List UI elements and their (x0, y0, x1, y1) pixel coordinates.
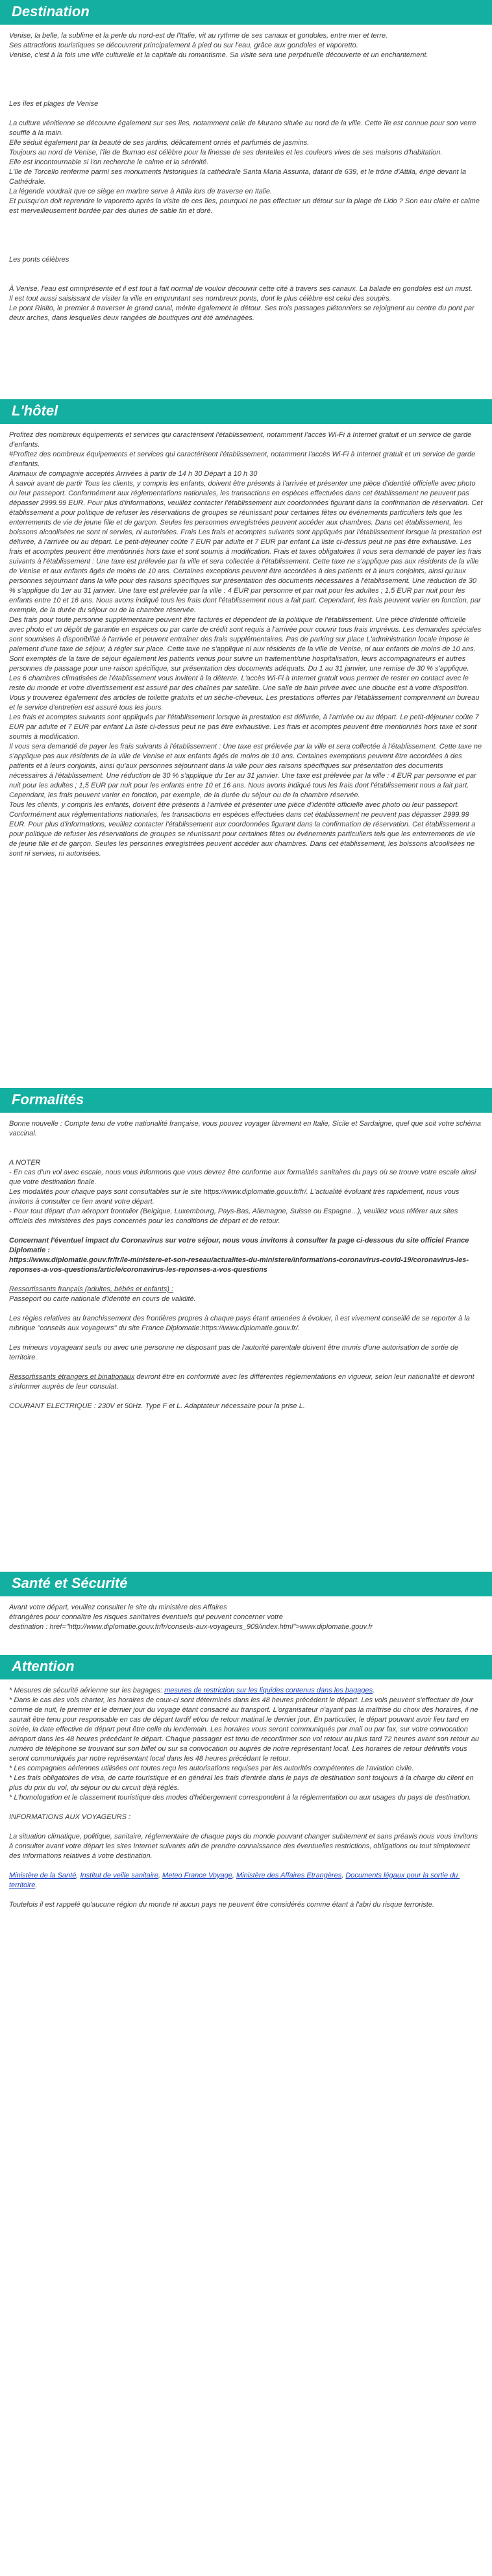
link-meteo-france-voyage[interactable]: Meteo France Voyage (162, 1872, 232, 1879)
iles-title: Les îles et plages de Venise (9, 100, 99, 108)
link-separator: , (76, 1872, 80, 1879)
useful-links (9, 1871, 483, 1890)
iles-line: La légende voudrait que ce siège en marbre serve à Attila lors de traverse en Italie. (9, 188, 272, 195)
section-header-attention: Attention (0, 1655, 492, 1679)
destination-intro-line: Venise, la belle, la sublime et la perle du nord-est de l'Italie, vit au rythme de ses canaux et gondoles, entre mer et terre. (9, 32, 388, 40)
section-header-destination: Destination (0, 0, 492, 25)
ressortissants-fr-text: Passeport ou carte nationale d'identité en cours de validité. (9, 1295, 196, 1303)
courant-text: COURANT ELECTRIQUE : 230V et 50Hz. Type F et L. Adaptateur nécessaire pour la prise L. (9, 1402, 305, 1410)
a-noter-line: - En cas d'un vol avec escale, nous vous informons que vous devrez être conforme aux formalités sanitaires du pays où se trouve votre escale ainsi que votre destination finale. (9, 1169, 478, 1186)
link-separator: , (341, 1872, 346, 1879)
link-institut-veille-sanitaire[interactable]: Institut de veille sanitaire (80, 1872, 158, 1879)
ponts-text (9, 284, 483, 323)
destination-body (0, 25, 492, 399)
compagnies-text: * Les compagnies aériennes utilisées ont toutes reçu les autorisations requises par les autorités compétentes de l'aviation civile. (9, 1765, 414, 1772)
horaires-text: * Dans le cas des vols charter, les horaires de coux-ci sont déterminés dans les 48 heures précédent le départ. Les vols peuvent s'effectuer de jour comme de nuit, le premier et le dernier jour du voyage étant consacré au transport. L'organisateur n'ayant pas la maîtrise du choix des horaires, il ne saurait être tenu pour responsable en cas de départ tardif et/ou de retour matinal le dernier jour. En particulier, le départ pouvant avoir lieu tard en soirée, la date effective de départ peut être celle du lendemain. Les horaires vous seront communiqués par mail ou par fax, sur votre convocation aéroport dans les 48 heures précédant le départ. Chaque passager est tenu de reconfirmer son vol retour au plus tard 72 heures avant son retour au numéro de téléphone se trouvant sur son billet ou sur sa convocation ou auprès de notre représentant local. Les horaires de retour définitifs vous seront communiqués par notre représentant local dans les 48 heures précédant le retour. (9, 1696, 482, 1763)
sante-text: Avant votre départ, veuillez consulter le site du ministère des Affaires étrangères pour connaître les risques sanitaires éventuels qui peuvent concerner votre destination : href="http://www.diplomatie.gouv.fr/fr/conseils-aux-voyageurs_909/index.html">www.diplomatie.gouv.fr (9, 1604, 373, 1631)
iles-line: Elle est incontournable si l'on recherche le calme et la sérénité. (9, 158, 209, 166)
regles-text: Les règles relatives au franchissement des frontières propres à chaque pays étant amenées à évoluer, il est vivement conseillé de se reporter à la rubrique "conseils aux voyageurs" du site France Diplomatie:https://www.diplomatie.gouv.fr/. (9, 1315, 472, 1332)
ponts-line: Le pont Rialto, le premier à traverser le grand canal, mérite également le détour. Ses trois passages piétonniers se rejoignent au centre du pont par deux arches, dans lesquelles deux rangées de boutiques ont été aménagées. (9, 304, 476, 322)
formalites-intro: Bonne nouvelle : Compte tenu de votre nationalité française, vous pouvez voyager librement en Italie, Sicile et Sardaigne, quel que soit votre schéma vaccinal. (9, 1120, 484, 1137)
hotel-body (0, 424, 492, 1088)
iles-line: L'île de Torcello renferme parmi ses monuments historiques la cathédrale Santa Maria Assunta, datant de 639, et le trône d'Attila, érigé devant la Cathédrale. (9, 168, 469, 186)
etrangers-title: Ressortissants étrangers et binationaux (9, 1373, 135, 1381)
sante-body (0, 1596, 492, 1655)
frais-obligatoires-text: * Les frais obligatoires de visa, de carte touristique et en général les frais d'entrée dans le pays de destination sont toujours à la charge du client en plus du prix du vol, du séjour ou du circuit déjà réglés. (9, 1774, 476, 1792)
iles-line: Et puisqu'on doit reprendre le vaporetto après la visite de ces îles, pourquoi ne pas effectuer un détour sur la plage de Lido ? Son eau claire et calme est merveilleusement bordée par des dunes de sable fin et doré. (9, 197, 482, 215)
iles-line: Toujours au nord de Venise, l'île de Burnao est célèbre pour la finesse de ses dentelles et les couleurs vives de ses maisons d'habitation. (9, 149, 443, 156)
iles-line: La culture vénitienne se découvre également sur ses îles, notamment celle de Murano située au nord de la ville. Cette île est connue pour son verre soufflé à la main. (9, 119, 478, 137)
section-header-hotel: L'hôtel (0, 399, 492, 424)
iles-line: Elle séduit également par la beauté de ses jardins, délicatement ornés et parfumés de jasmins. (9, 139, 310, 147)
a-noter-line: Les modalités pour chaque pays sont consultables sur le site https://www.diplomatie.gouv.fr/fr/. L'actualité évoluant très rapidement, nous vous invitons à consulter ce lien avant votre départ. (9, 1188, 461, 1206)
etrangers-text (9, 1372, 483, 1392)
destination-intro-line: Venise, c'est à la fois une ville culturelle et la capitale du romantisme. Sa visite sera une perpétuelle découverte et un enchantement. (9, 51, 428, 59)
a-noter-line: - Pour tout départ d'un aéroport frontalier (Belgique, Luxembourg, Pays-Bas, Allemagne, Suisse ou Espagne...), veuillez vous référer aux sites officiels des ministères des pays concernés pour les conditions de départ et de retour. (9, 1208, 460, 1225)
section-header-formalites: Formalités (0, 1088, 492, 1113)
link-ministere-sante[interactable]: Ministère de la Santé (9, 1872, 77, 1879)
mesures-link[interactable]: mesures de restriction sur les liquides contenus dans les bagages (164, 1687, 373, 1694)
link-separator: . (35, 1881, 38, 1889)
section-header-sante: Santé et Sécurité (0, 1572, 492, 1596)
iles-text (9, 119, 483, 216)
attention-body (0, 1679, 492, 1933)
link-documents-legaux[interactable]: Documents légaux pour la sortie du territoire (9, 1872, 460, 1889)
ponts-line: Il est tout aussi saisissant de visiter la ville en empruntant ses nombreux ponts, dont le plus célèbre est celui des soupirs. (9, 295, 391, 303)
covid-notice: Concernant l'éventuel impact du Coronavirus sur votre séjour, nous vous invitons à consulter la page ci-dessous du site officiel France Diplomatie : https://www.diplomatie.gouv.fr/fr/le-ministere-et-son-reseau/actualites-du-ministere/informations-coronavirus-covid-19/coronavirus-les-reponses-a-vos-questions/article/coronavirus-les-reponses-a-vos-questions (9, 1237, 469, 1274)
ponts-title: Les ponts célèbres (9, 256, 69, 264)
destination-intro-line: Ses attractions touristiques se découvrent principalement à pied ou sur l'eau, grâce aux gondoles et vaporetto. (9, 42, 358, 49)
mineurs-text: Les mineurs voyageant seuls ou avec une personne ne disposant pas de l'autorité parentale doivent être munis d'une autorisation de sortie de territoire. (9, 1344, 461, 1361)
formalites-body (0, 1113, 492, 1572)
homologation-text: * L'homologation et le classement touristique des modes d'hébergement correspondent à la réglementation ou aux usages du pays de destination. (9, 1794, 471, 1802)
info-voyageurs-title: INFORMATIONS AUX VOYAGEURS : (9, 1813, 131, 1821)
link-separator: , (232, 1872, 236, 1879)
hotel-paragraph: Profitez des nombreux équipements et services qui caractérisent l'établissement, notamment l'accès Wi-Fi à Internet gratuit et un service de garde d'enfants. #Profitez des nombreux équipements et services qui caractérisent l'établissement, notamment l'accès Wi-Fi à Internet gratuit et un service de garde d'enfants. Animaux de compagnie acceptés Arrivées à partir de 14 h 30 Départ à 10 h 30 À savoir avant de partir Tous les clients, y compris les enfants, doivent être présents à l'arrivée et présenter une pièce d'identité officielle avec photo ou leur passeport. Conformément aux réglementations nationales, les transactions en espèces effectuées dans cet établissement ne peuvent pas dépasser 2999.99 EUR. Pour plus d'informations, veuillez contacter l'établissement aux coordonnées figurant dans la confirmation de réservation. Cet établissement a pour politique de refuser les réservations de groupes se réunissant pour certaines fêtes ou événements particuliers tels que les enterrements de vie de jeune fille et de garçon. Seules les personnes enregistrées peuvent accéder aux chambres. Dans cet établissement, les boissons alcoolisées ne sont ni servies, ni autorisées. Frais Les frais et acomptes suivants sont appliqués par l'établissement lorsque la prestation est délivrée, à l'arrivée ou au départ. Le petit-déjeuner coûte 7 EUR par adulte et 7 EUR par enfant La liste ci-dessus peut ne pas être exhaustive. Les frais et acomptes peuvent être mentionnés hors taxe et sont soumis à modification. Frais et taxes obligatoires Il vous sera demandé de payer les frais suivants à l'établissement : Une taxe est prélevée par la ville et sera collectée à l'établissement. Cette taxe ne s'applique pas aux résidents de la ville de Venise et aux enfants âgés de moins de 10 ans. Certaines exceptions peuvent être accordées à des patients et à leurs conjoints, ainsi qu'aux personnes séjournant dans la ville pour des raisons spécifiques sur présentation des documents nécessaires à l'établissement. Une réduction de 30 % s'applique du 1er au 31 janvier. Une taxe est prélevée par la ville : 4 EUR par personne et par nuit pour les adultes ; 1,5 EUR par nuit pour les enfants entre 10 et 16 ans. Nous avons indiqué tous les frais dont l'établissement nous a fait part. Cependant, les frais peuvent varier en fonction, par exemple, de la durée du séjour ou de la chambre réservée. Des frais pour toute personne supplémentaire peuvent être facturés et dépendent de la politique de l'établissement. Une pièce d'identité officielle avec photo et un dépôt de garantie en espèces ou par carte de crédit sont requis à l'arrivée pour couvrir tous frais imprévus. Les demandes spéciales sont soumises à disponibilité à l'arrivée et peuvent entraîner des frais supplémentaires. Pas de parking sur place L'administration locale impose le paiement d'une taxe de séjour, à régler sur place. Cette taxe ne s'applique ni aux résidents de la ville de Venise, ni aux enfants de moins de 10 ans. Sont exemptés de la taxe de séjour également les patients venus pour suivre un traitement/une hospitalisation, leurs accompagnateurs et autres personnes de passage pour une raison spécifique, sur présentation des documents adéquats. Du 1 au 31 janvier, une remise de 30 % s'applique. Les 6 chambres climatisées de l'établissement vous invitent à la détente. L'accès Wi-Fi à Internet gratuit vous permet de rester en contact avec le reste du monde et votre divertissement est assuré par des chaînes par satellite. Une salle de bain privée avec une douche est à votre disposition. Vous y trouverez également des articles de toilette gratuits et un sèche-cheveux. Les prestations offertes par l'établissement comprennent un bureau et le service d'entretien est assuré tous les jours. Les frais et acomptes suivants sont appliqués par l'établissement lorsque la prestation est délivrée, à l'arrivée ou au départ. Le petit-déjeuner coûte 7 EUR par adulte et 7 EUR par enfant La liste ci-dessus peut ne pas être exhaustive. Les frais et acomptes peuvent être mentionnés hors taxe et sont soumis à modification. Il vous sera demandé de payer les frais suivants à l'établissement : Une taxe est prélevée par la ville et sera collectée à l'établissement. Cette taxe ne s'applique pas aux résidents de la ville de Venise et aux enfants âgés de moins de 10 ans. Certaines exemptions peuvent être accordées à des patients et à leurs conjoints, ainsi qu'aux personnes séjournant dans la ville pour des raisons spécifiques sur présentation des documents nécessaires à l'établissement. Une réduction de 30 % s'applique du 1er au 31 janvier. Une taxe est prélevée par la ville : 4 EUR par personne et par nuit pour les adultes ; 1,5 EUR par nuit pour les enfants entre 10 et 16 ans. Nous avons indiqué tous les frais dont l'établissement nous a fait part. Cependant, les frais peuvent varier en fonction, par exemple, de la durée du séjour ou de la chambre réservée. Tous les clients, y compris les enfants, doivent être présents à l'arrivée et présenter une pièce d'identité officielle avec photo ou leur passeport. Conformément aux réglementations nationales, les transactions en espèces effectuées dans cet établissement ne peuvent pas dépasser 2999.99 EUR. Pour plus d'informations, veuillez contacter l'établissement aux coordonnées figurant dans la confirmation de réservation. Cet établissement a pour politique de refuser les réservations de groupes se réunissant pour certaines fêtes ou événements particuliers tels que les enterrements de vie de jeune fille et de garçon. Seules les personnes enregistrées peuvent accéder aux chambres. Dans cet établissement, les boissons alcoolisées ne sont ni servies, ni autorisées. (9, 431, 483, 858)
mesures-prefix: * Mesures de sécurité aérienne sur les bagages: (9, 1687, 165, 1694)
destination-intro (9, 31, 483, 60)
ponts-line: À Venise, l'eau est omniprésente et il est tout à fait normal de vouloir découvrir cette cité à travers ses canaux. La balade en gondoles est un must. (9, 285, 473, 293)
info-voyageurs-text: La situation climatique, politique, sanitaire, réglementaire de chaque pays du monde pouvant changer subitement et sans préavis nous vous invitons à consulter avant votre départ les sites Internet suivants afin de prendre connaissance des éventuelles restrictions, obligations ou tout simplement des informations relatives à votre destination. (9, 1833, 480, 1860)
link-separator: , (158, 1872, 163, 1879)
etrangers-rest: devront être en conformité avec les différentes réglementations en vigueur, selon leur nationalité et devront s'informer auprès de leur consulat. (9, 1373, 476, 1391)
mesures-text (9, 1686, 483, 1696)
mesures-suffix: . (373, 1687, 375, 1694)
a-noter-title: A NOTER (9, 1159, 41, 1167)
ressortissants-fr-title: Ressortissants français (adultes, bébés et enfants) : (9, 1285, 174, 1293)
link-affaires-etrangeres[interactable]: Ministère des Affaires Etrangères (236, 1872, 342, 1879)
toutefois-text: Toutefois il est rappelé qu'aucune région du monde ni aucun pays ne peuvent être considérés comme étant à l'abri du risque terroriste. (9, 1901, 435, 1909)
